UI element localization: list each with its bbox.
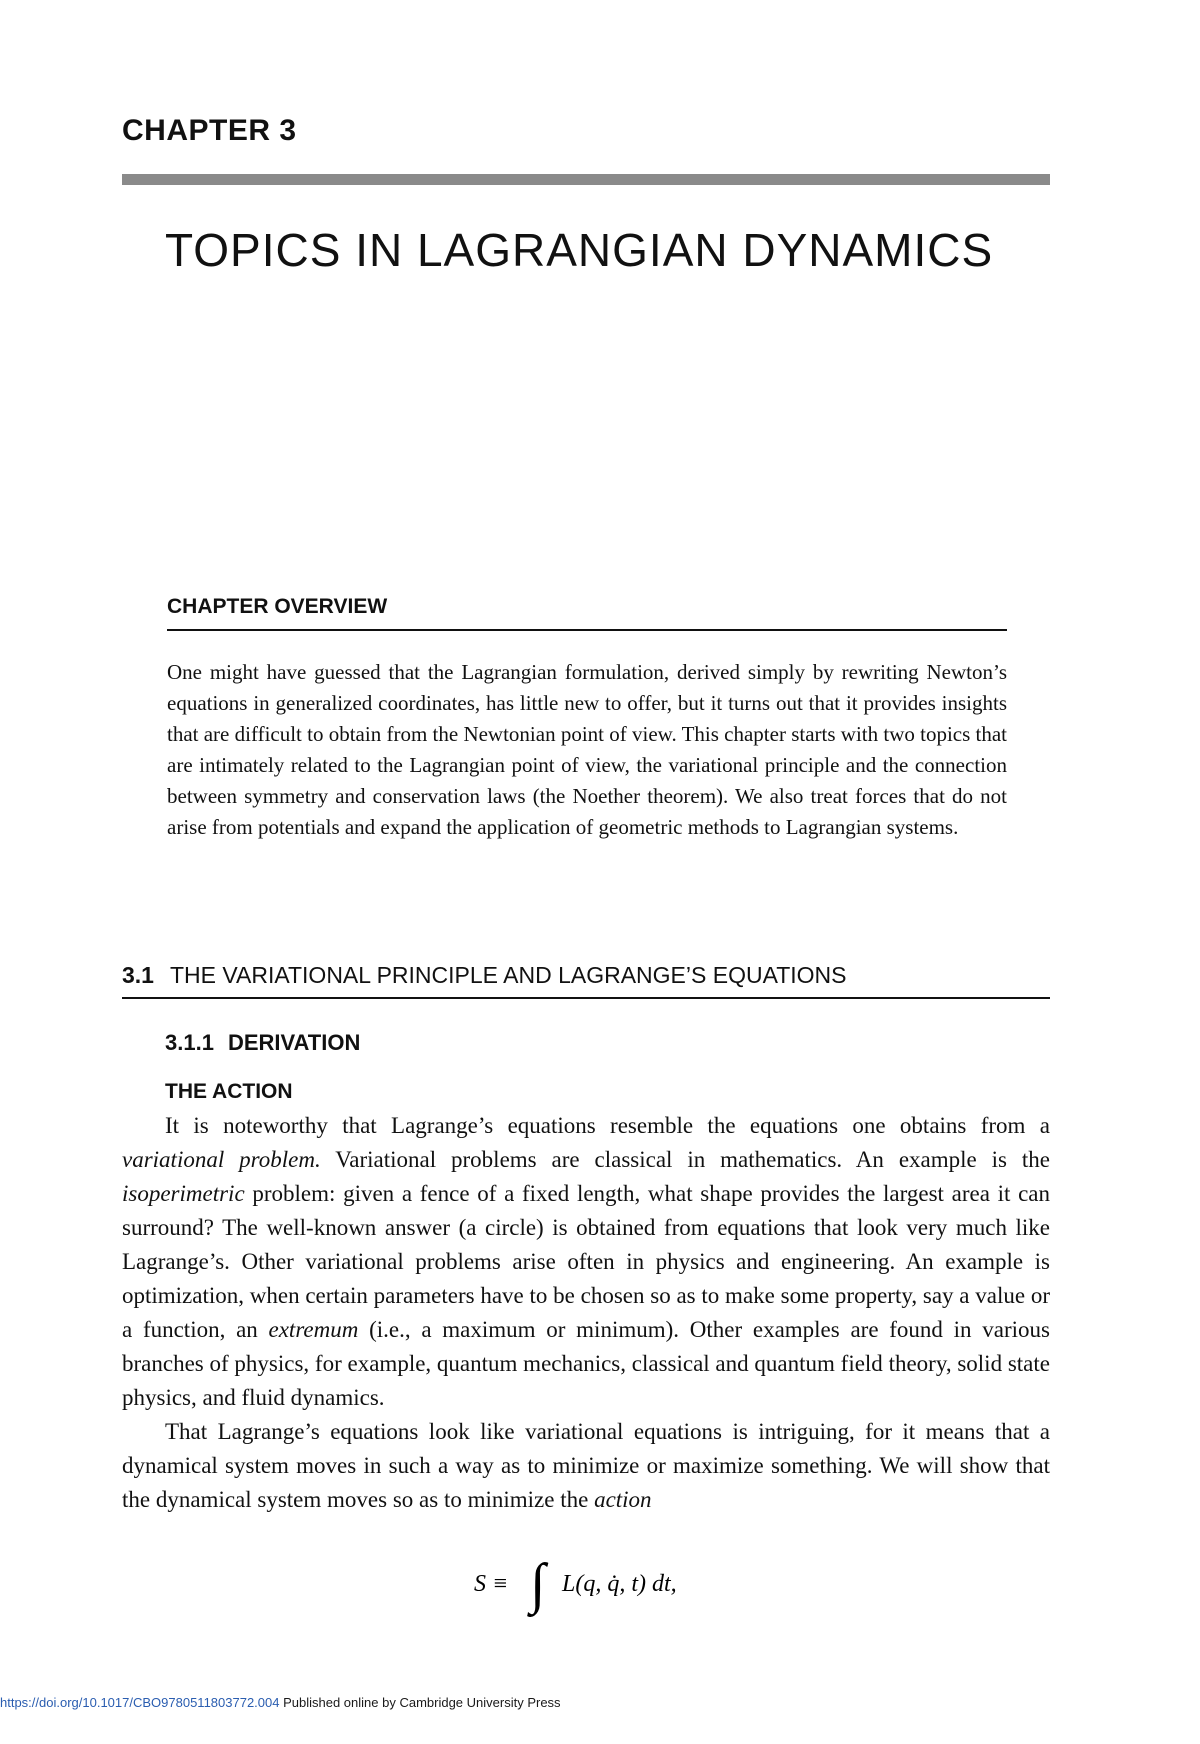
overview-rule bbox=[167, 629, 1007, 631]
overview-heading: CHAPTER OVERVIEW bbox=[167, 595, 388, 618]
paragraph-1-text-4: (i.e., a maximum or minimum). Other examples are found in various branches of physics, for example, quantum mechanics, classical and quantum field theory, solid state physics, and fluid dynamics. bbox=[122, 1317, 1050, 1410]
body-text bbox=[122, 1109, 1050, 1517]
chapter-title: TOPICS IN LAGRANGIAN DYNAMICS bbox=[165, 224, 994, 276]
subsubsection-heading: THE ACTION bbox=[165, 1080, 293, 1103]
section-title: THE VARIATIONAL PRINCIPLE AND LAGRANGE’S EQUATIONS bbox=[169, 962, 847, 988]
paragraph-1-text-3: problem: given a fence of a fixed length, what shape provides the largest area it can surround? The well-known answer (a circle) is obtained from equations that look very much like Lagrange’s. Other variational problems arise often in physics and engineering. An example is optimization, when certain parameters have to be chosen so as to make some property, say a value or a function, an bbox=[122, 1181, 1050, 1342]
paragraph-1-text-2: Variational problems are classical in mathematics. An example is the bbox=[320, 1147, 1050, 1172]
paragraph-1 bbox=[122, 1109, 1050, 1415]
doi-link[interactable]: https://doi.org/10.1017/CBO9780511803772.004 bbox=[0, 1695, 280, 1710]
equation-lhs: S ≡ bbox=[474, 1571, 509, 1597]
subsection-title: DERIVATION bbox=[227, 1030, 361, 1055]
publisher-note: Published online by Cambridge University Press bbox=[279, 1695, 561, 1710]
section-number: 3.1 bbox=[122, 962, 154, 988]
chapter-rule bbox=[122, 174, 1050, 185]
paragraph-2 bbox=[122, 1415, 1050, 1517]
overview-body: One might have guessed that the Lagrangian formulation, derived simply by rewriting Newton’s equations in generalized coordinates, has little new to offer, but it turns out that it provides insights that are difficult to obtain from the Newtonian point of view. This chapter starts with two topics that are intimately related to the Lagrangian point of view, the variational principle and the connection between symmetry and conservation laws (the Noether theorem). We also treat forces that do not arise from potentials and expand the application of geometric methods to Lagrangian systems. bbox=[167, 660, 1008, 839]
subsection-heading bbox=[165, 1030, 360, 1056]
chapter-label: CHAPTER 3 bbox=[122, 114, 297, 147]
equation-rhs: L(q, q̇, t) dt, bbox=[562, 1571, 677, 1597]
term-extremum: extremum bbox=[268, 1317, 359, 1342]
section-rule bbox=[122, 997, 1050, 999]
section-heading bbox=[122, 962, 847, 989]
action-equation bbox=[470, 1550, 730, 1620]
term-isoperimetric: isoperimetric bbox=[122, 1181, 245, 1206]
footer bbox=[0, 1695, 561, 1710]
integral-sign: ∫ bbox=[530, 1553, 546, 1615]
term-variational-problem: variational problem. bbox=[122, 1147, 321, 1172]
paragraph-2-text-1: That Lagrange’s equations look like variational equations is intriguing, for it means that a dynamical system moves in such a way as to minimize or maximize something. We will show that the dynamical system moves so as to minimize the bbox=[122, 1419, 1050, 1512]
paragraph-1-text-1: It is noteworthy that Lagrange’s equations resemble the equations one obtains from a bbox=[165, 1113, 1050, 1138]
term-action: action bbox=[594, 1487, 652, 1512]
subsection-number: 3.1.1 bbox=[165, 1030, 214, 1055]
